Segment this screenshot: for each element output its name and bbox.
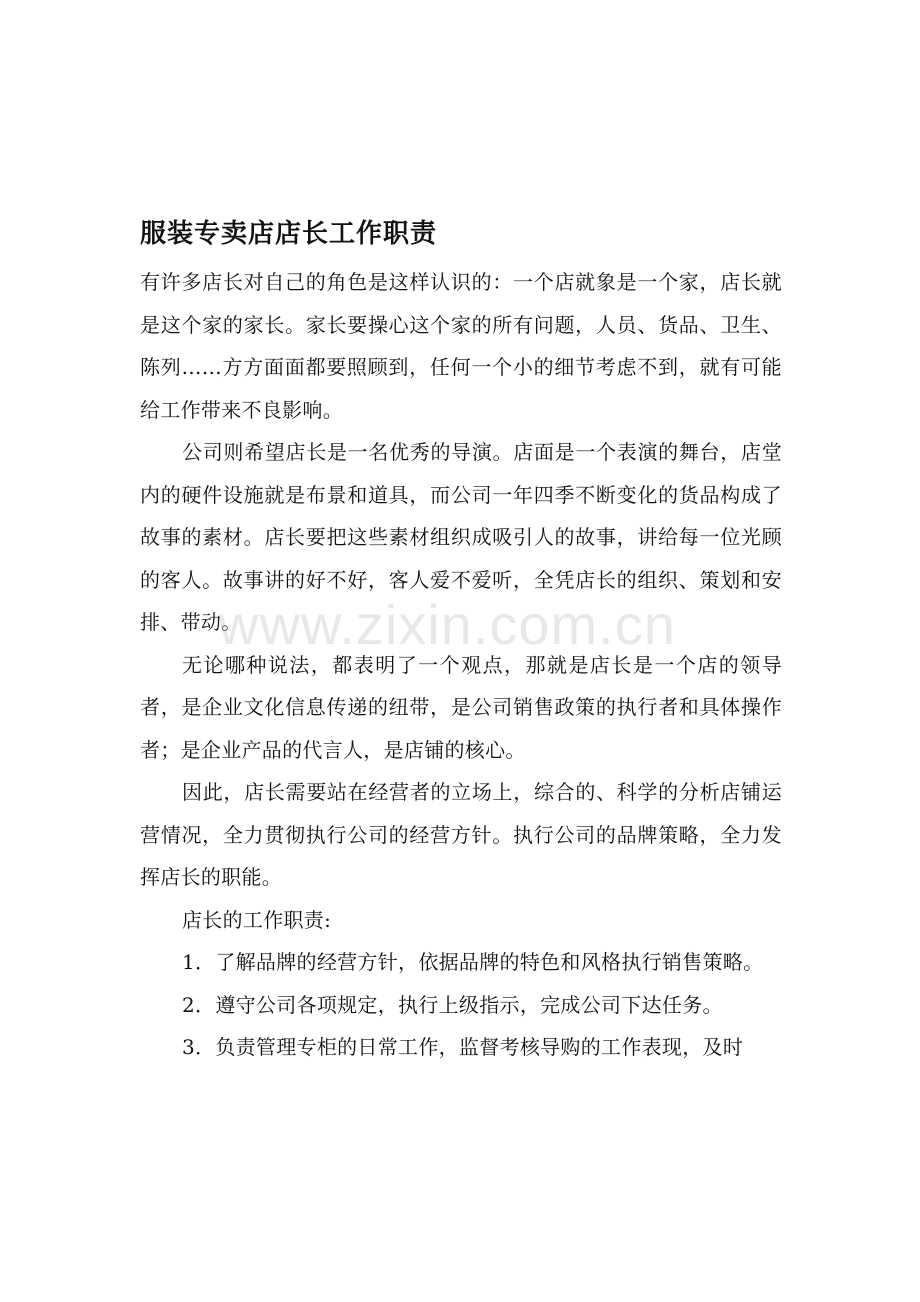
duty-item-2: 2．遵守公司各项规定，执行上级指示，完成公司下达任务。 <box>182 992 723 1017</box>
duties-heading: 店长的工作职责: <box>182 907 332 932</box>
paragraph-intro: 有许多店长对自己的角色是这样认识的：一个店就象是一个家，店长就是这个家的家长。家长要操心这个家的所有问题，人员、货品、卫生、陈列……方方面面都要照顾到，任何一个小的细节考虑不到，就有可能给工作带来不良影响。 <box>140 270 782 422</box>
watermark: www.zixin.com.cn <box>218 593 676 656</box>
duty-item-1: 1．了解品牌的经营方针，依据品牌的特色和风格执行销售策略。 <box>182 950 764 974</box>
paragraph-therefore: 因此，店长需要站在经营者的立场上，综合的、科学的分析店铺运营情况，全力贯彻执行公司的经营方针。执行公司的品牌策略，全力发挥店长的职能。 <box>140 780 782 889</box>
paragraph-director: 公司则希望店长是一名优秀的导演。店面是一个表演的舞台，店堂内的硬件设施就是布景和道具，而公司一年四季不断变化的货品构成了故事的素材。店长要把这些素材组织成吸引人的故事，讲给每一位光顾的客人。故事讲的好不好，客人爱不爱听，全凭店长的组织、策划和安排、带动。 <box>140 440 782 634</box>
document-page <box>140 213 782 1069</box>
duty-item-3: 3．负责管理专柜的日常工作，监督考核导购的工作表现，及时 <box>182 1035 744 1059</box>
paragraph-leader: 无论哪种说法，都表明了一个观点，那就是店长是一个店的领导者，是企业文化信息传递的纽带，是公司销售政策的执行者和具体操作者；是企业产品的代言人，是店铺的核心。 <box>140 652 782 762</box>
document-title: 服装专卖店店长工作职责 <box>140 219 438 249</box>
